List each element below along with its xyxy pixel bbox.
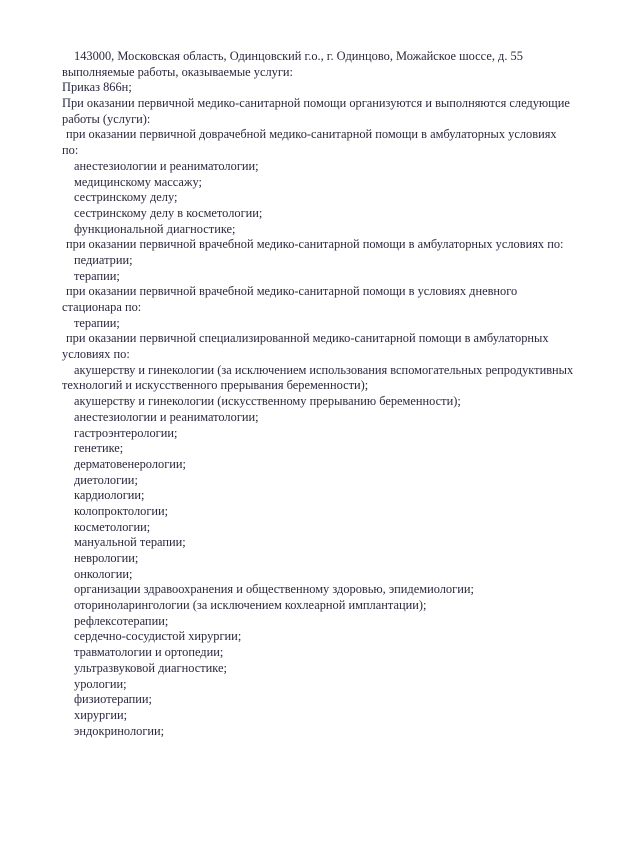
doc-line: организации здравоохранения и общественному здоровью, эпидемиологии; [74, 582, 474, 597]
doc-line: анестезиологии и реаниматологии; [74, 409, 259, 424]
doc-line: Приказ 866н; [62, 80, 132, 95]
doc-line: хирургии; [74, 707, 128, 722]
doc-line: педиатрии; [74, 252, 133, 267]
doc-line: при оказании первичной врачебной медико-санитарной помощи в условиях дневного [66, 284, 518, 299]
doc-line: анестезиологии и реаниматологии; [74, 158, 259, 173]
doc-line: травматологии и ортопедии; [74, 645, 224, 660]
doc-line: неврологии; [74, 551, 139, 565]
doc-line: терапии; [74, 268, 120, 283]
doc-line: урологии; [74, 676, 127, 691]
doc-line: при оказании первичной специализированной медико-санитарной помощи в амбулаторных [66, 331, 549, 346]
doc-line: онкологии; [74, 566, 133, 581]
doc-line: гастроэнтерологии; [74, 425, 178, 440]
doc-line: выполняемые работы, оказываемые услуги: [62, 64, 294, 79]
doc-line: по: [62, 143, 79, 158]
doc-line: сердечно-сосудистой хирургии; [74, 629, 242, 644]
doc-line: рефлексотерапии; [74, 613, 169, 628]
doc-line: генетике; [74, 441, 124, 456]
doc-line: При оказании первичной медико-санитарной помощи организуются и выполняются следующие [62, 96, 570, 111]
doc-line: при оказании первичной врачебной медико-санитарной помощи в амбулаторных условиях по: [66, 237, 564, 252]
doc-line: косметологии; [74, 519, 151, 534]
doc-line: терапии; [74, 315, 120, 330]
doc-line: акушерству и гинекологии (искусственному прерыванию беременности); [74, 394, 461, 409]
document-text [0, 49, 641, 739]
doc-line: ультразвуковой диагностике; [74, 660, 227, 675]
doc-line: технологий и искусственного прерывания беременности); [62, 378, 369, 393]
doc-line: эндокринологии; [74, 723, 165, 738]
doc-line: при оказании первичной доврачебной медико-санитарной помощи в амбулаторных условиях [66, 127, 557, 142]
doc-line: стационара по: [62, 300, 142, 314]
doc-line: сестринскому делу; [74, 190, 178, 205]
doc-line: колопроктологии; [74, 503, 169, 518]
doc-line: кардиологии; [74, 488, 145, 503]
doc-line: медицинскому массажу; [74, 174, 202, 189]
doc-line: оториноларингологии (за исключением кохлеарной имплантации); [74, 598, 427, 613]
doc-line: 143000, Московская область, Одинцовский г.о., г. Одинцово, Можайское шоссе, д. 55 [74, 49, 523, 63]
doc-line: диетологии; [74, 472, 138, 487]
doc-line: мануальной терапии; [74, 535, 186, 550]
doc-line: работы (услуги): [62, 111, 151, 126]
doc-line: акушерству и гинекологии (за исключением использования вспомогательных репродуктивных [74, 362, 574, 377]
doc-line: условиях по: [62, 347, 130, 362]
doc-line: дерматовенерологии; [74, 456, 186, 471]
doc-line: функциональной диагностике; [74, 221, 236, 236]
doc-line: сестринскому делу в косметологии; [74, 205, 263, 220]
doc-line: физиотерапии; [74, 692, 152, 707]
